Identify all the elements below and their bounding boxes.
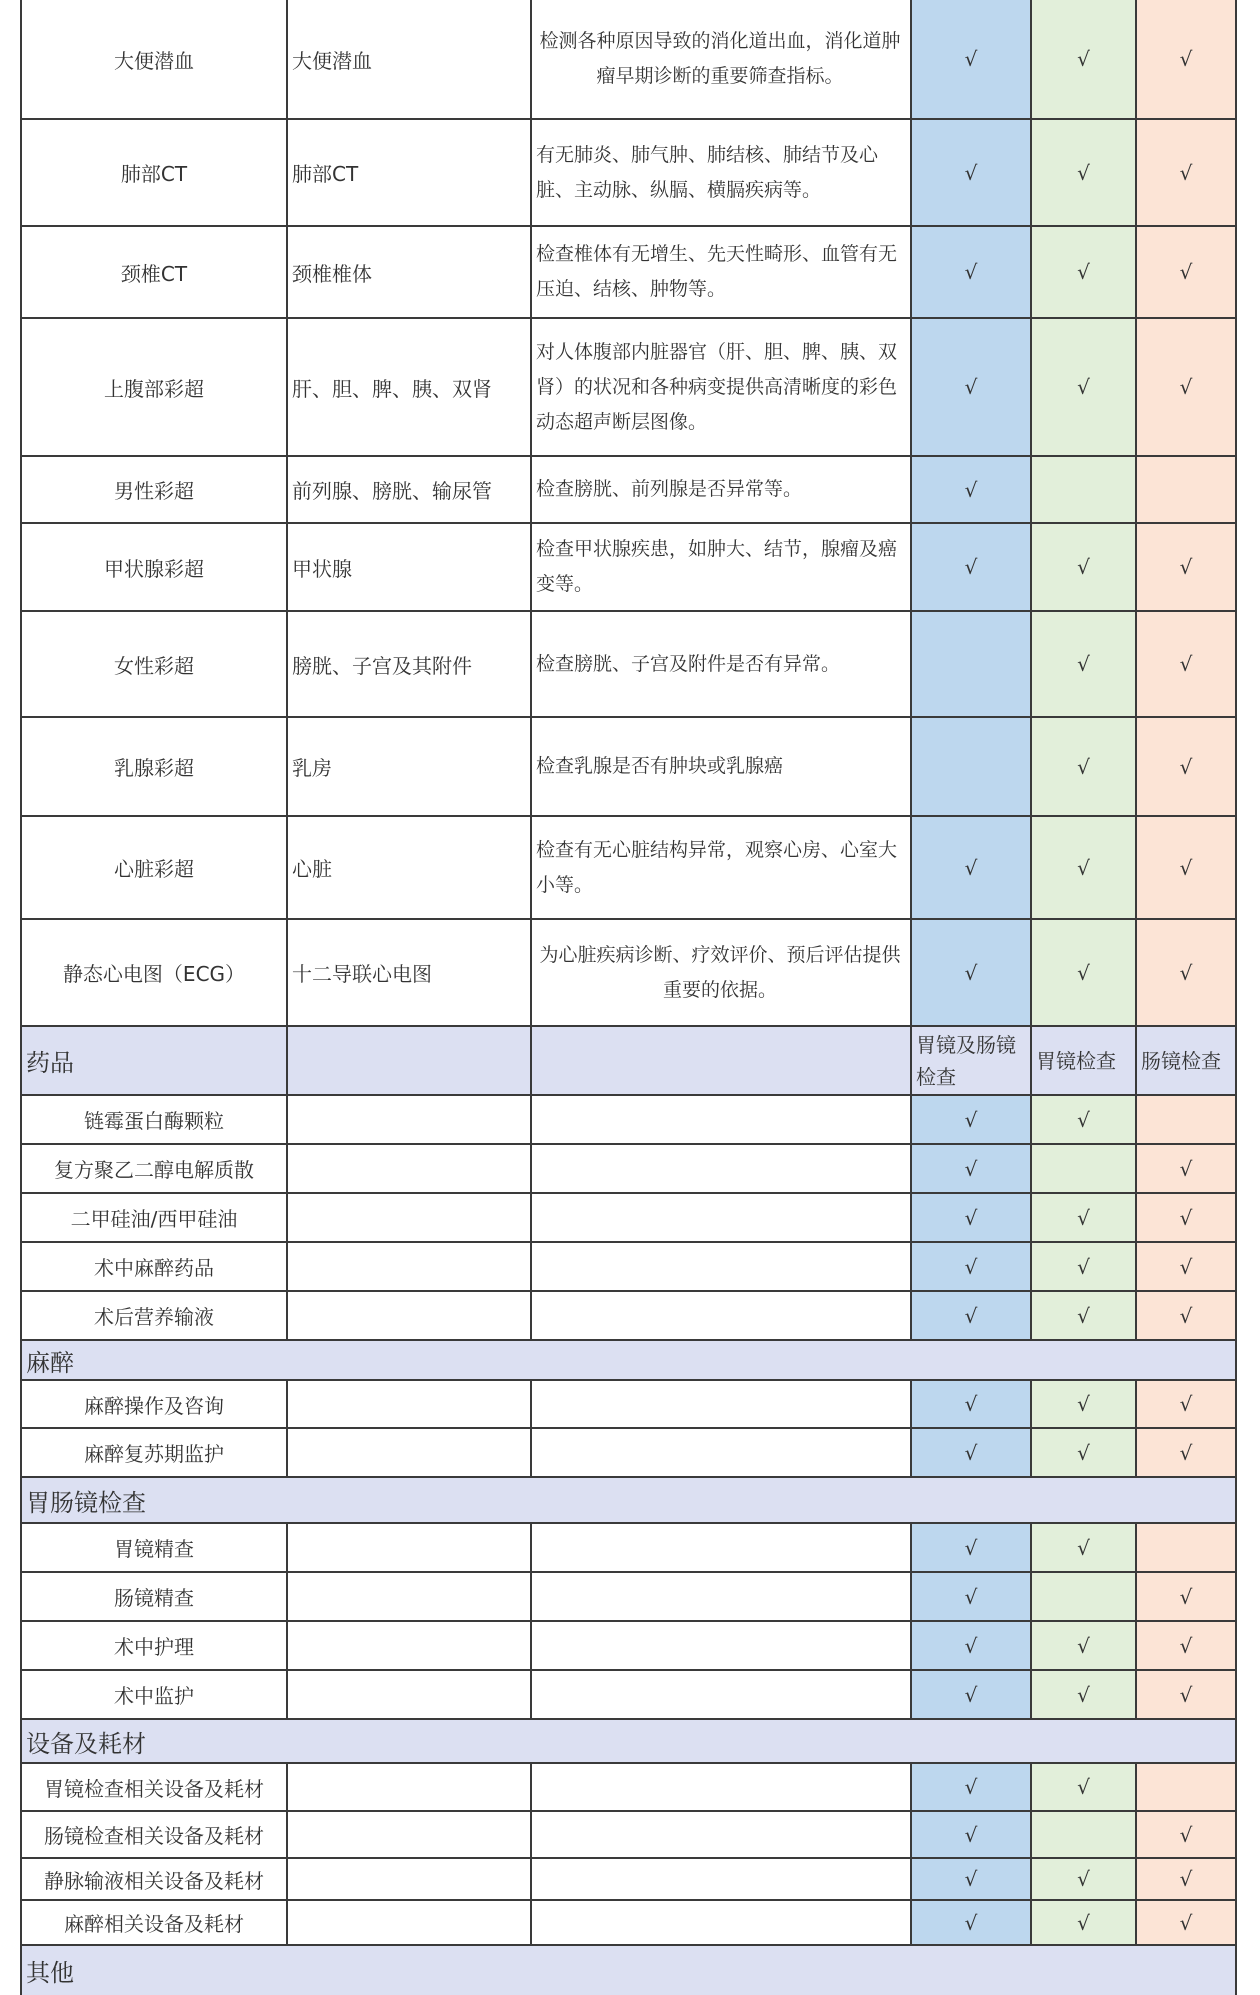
mark-colonoscopy: √ (1137, 1145, 1237, 1194)
mark-gastro-colono (912, 612, 1032, 718)
mark-colonoscopy (1137, 1764, 1237, 1812)
item-name: 麻醉复苏期监护 (20, 1429, 288, 1478)
item-description: 检查乳腺是否有肿块或乳腺癌 (532, 718, 912, 817)
exam-row (20, 612, 1237, 718)
mark-colonoscopy: √ (1137, 1194, 1237, 1243)
empty-cell (532, 1901, 912, 1946)
mark-gastro-colono: √ (912, 1145, 1032, 1194)
exam-row (20, 718, 1237, 817)
drug-row (20, 1096, 1237, 1145)
mark-colonoscopy: √ (1137, 1292, 1237, 1341)
mark-gastro-colono: √ (912, 1524, 1032, 1573)
drug-row (20, 1194, 1237, 1243)
empty-cell (532, 1194, 912, 1243)
drug-row (20, 1243, 1237, 1292)
item-target: 前列腺、膀胱、输尿管 (288, 457, 532, 524)
item-name: 胃镜精查 (20, 1524, 288, 1573)
item-description: 检查膀胱、子宫及附件是否有异常。 (532, 612, 912, 718)
item-target: 肝、胆、脾、胰、双肾 (288, 319, 532, 457)
empty-cell (532, 1524, 912, 1573)
mark-colonoscopy: √ (1137, 1429, 1237, 1478)
empty-cell (532, 1859, 912, 1901)
empty-header-cell (288, 1027, 532, 1096)
empty-cell (532, 1671, 912, 1720)
mark-gastro-colono: √ (912, 524, 1032, 612)
mark-gastroscopy: √ (1032, 1901, 1137, 1946)
item-name: 麻醉操作及咨询 (20, 1381, 288, 1429)
equipment-row (20, 1859, 1237, 1901)
item-name: 链霉蛋白酶颗粒 (20, 1096, 288, 1145)
mark-gastroscopy (1032, 457, 1137, 524)
empty-cell (288, 1764, 532, 1812)
mark-colonoscopy (1137, 1096, 1237, 1145)
empty-cell (288, 1145, 532, 1194)
item-name: 肠镜精查 (20, 1573, 288, 1622)
mark-gastro-colono (912, 718, 1032, 817)
column-header-gastro-colono: 胃镜及肠镜检查 (912, 1027, 1032, 1096)
empty-cell (532, 1292, 912, 1341)
empty-cell (532, 1764, 912, 1812)
empty-cell (288, 1812, 532, 1859)
endoscopy-row (20, 1524, 1237, 1573)
item-description: 检测各种原因导致的消化道出血，消化道肿瘤早期诊断的重要筛查指标。 (532, 0, 912, 120)
item-name: 静脉输液相关设备及耗材 (20, 1859, 288, 1901)
empty-cell (532, 1622, 912, 1671)
mark-gastro-colono: √ (912, 1859, 1032, 1901)
mark-colonoscopy: √ (1137, 1573, 1237, 1622)
exam-row (20, 120, 1237, 227)
mark-gastro-colono: √ (912, 457, 1032, 524)
item-name: 女性彩超 (20, 612, 288, 718)
mark-gastroscopy: √ (1032, 120, 1137, 227)
drug-row (20, 1145, 1237, 1194)
drug-section-header (20, 1027, 1237, 1096)
mark-gastroscopy: √ (1032, 1194, 1137, 1243)
mark-gastroscopy: √ (1032, 1671, 1137, 1720)
endoscopy-row (20, 1622, 1237, 1671)
exam-row (20, 0, 1237, 120)
mark-gastroscopy: √ (1032, 1292, 1137, 1341)
column-header-gastroscopy: 胃镜检查 (1032, 1027, 1137, 1096)
empty-cell (532, 1573, 912, 1622)
mark-colonoscopy: √ (1137, 0, 1237, 120)
mark-colonoscopy: √ (1137, 920, 1237, 1027)
empty-cell (532, 1145, 912, 1194)
empty-cell (288, 1671, 532, 1720)
mark-gastroscopy: √ (1032, 817, 1137, 920)
mark-colonoscopy: √ (1137, 817, 1237, 920)
item-description: 对人体腹部内脏器官（肝、胆、脾、胰、双肾）的状况和各种病变提供高清晰度的彩色动态超声断层图像。 (532, 319, 912, 457)
item-name: 大便潜血 (20, 0, 288, 120)
item-description: 检查膀胱、前列腺是否异常等。 (532, 457, 912, 524)
mark-gastroscopy (1032, 1573, 1137, 1622)
empty-cell (288, 1429, 532, 1478)
mark-gastro-colono: √ (912, 120, 1032, 227)
mark-gastro-colono: √ (912, 1764, 1032, 1812)
mark-gastro-colono: √ (912, 1812, 1032, 1859)
empty-cell (288, 1622, 532, 1671)
item-name: 术中麻醉药品 (20, 1243, 288, 1292)
item-name: 术后营养输液 (20, 1292, 288, 1341)
mark-gastro-colono: √ (912, 1292, 1032, 1341)
empty-cell (288, 1859, 532, 1901)
section-title-drugs: 药品 (20, 1027, 288, 1096)
exam-row (20, 524, 1237, 612)
equipment-row (20, 1901, 1237, 1946)
mark-gastro-colono: √ (912, 1096, 1032, 1145)
item-name: 甲状腺彩超 (20, 524, 288, 612)
item-name: 乳腺彩超 (20, 718, 288, 817)
mark-gastroscopy: √ (1032, 227, 1137, 319)
mark-gastro-colono: √ (912, 1429, 1032, 1478)
section-header-other: 其他 (20, 1946, 1237, 1995)
item-name: 胃镜检查相关设备及耗材 (20, 1764, 288, 1812)
mark-colonoscopy: √ (1137, 1381, 1237, 1429)
item-name: 心脏彩超 (20, 817, 288, 920)
anesthesia-row (20, 1381, 1237, 1429)
item-description: 检查甲状腺疾患，如肿大、结节，腺瘤及癌变等。 (532, 524, 912, 612)
mark-gastroscopy: √ (1032, 920, 1137, 1027)
exam-row (20, 920, 1237, 1027)
mark-gastro-colono: √ (912, 0, 1032, 120)
mark-gastro-colono: √ (912, 1671, 1032, 1720)
empty-cell (288, 1381, 532, 1429)
mark-gastroscopy: √ (1032, 524, 1137, 612)
empty-cell (532, 1812, 912, 1859)
mark-gastroscopy: √ (1032, 1764, 1137, 1812)
empty-cell (288, 1194, 532, 1243)
endoscopy-row (20, 1671, 1237, 1720)
mark-gastro-colono: √ (912, 1901, 1032, 1946)
item-description: 有无肺炎、肺气肿、肺结核、肺结节及心脏、主动脉、纵膈、横膈疾病等。 (532, 120, 912, 227)
mark-colonoscopy: √ (1137, 612, 1237, 718)
empty-cell (288, 1901, 532, 1946)
mark-gastroscopy: √ (1032, 612, 1137, 718)
mark-gastroscopy: √ (1032, 1381, 1137, 1429)
column-header-colonoscopy: 肠镜检查 (1137, 1027, 1237, 1096)
mark-gastroscopy: √ (1032, 319, 1137, 457)
empty-cell (532, 1243, 912, 1292)
mark-colonoscopy: √ (1137, 120, 1237, 227)
package-comparison-table (20, 0, 1237, 1995)
exam-row (20, 817, 1237, 920)
mark-gastroscopy: √ (1032, 1429, 1137, 1478)
item-name: 麻醉相关设备及耗材 (20, 1901, 288, 1946)
empty-cell (288, 1292, 532, 1341)
item-name: 上腹部彩超 (20, 319, 288, 457)
item-description: 检查椎体有无增生、先天性畸形、血管有无压迫、结核、肿物等。 (532, 227, 912, 319)
mark-gastroscopy: √ (1032, 1859, 1137, 1901)
mark-colonoscopy: √ (1137, 319, 1237, 457)
item-target: 甲状腺 (288, 524, 532, 612)
item-name: 术中监护 (20, 1671, 288, 1720)
empty-cell (288, 1096, 532, 1145)
section-header-anesthesia: 麻醉 (20, 1341, 1237, 1381)
section-header-endoscopy: 胃肠镜检查 (20, 1478, 1237, 1524)
endoscopy-row (20, 1573, 1237, 1622)
mark-colonoscopy: √ (1137, 1622, 1237, 1671)
mark-gastro-colono: √ (912, 920, 1032, 1027)
item-name: 复方聚乙二醇电解质散 (20, 1145, 288, 1194)
mark-gastro-colono: √ (912, 817, 1032, 920)
exam-row (20, 457, 1237, 524)
mark-gastro-colono: √ (912, 1622, 1032, 1671)
empty-cell (288, 1573, 532, 1622)
mark-gastro-colono: √ (912, 227, 1032, 319)
item-target: 心脏 (288, 817, 532, 920)
mark-colonoscopy: √ (1137, 1859, 1237, 1901)
mark-gastroscopy: √ (1032, 718, 1137, 817)
item-target: 颈椎椎体 (288, 227, 532, 319)
item-name: 术中护理 (20, 1622, 288, 1671)
section-header-equipment: 设备及耗材 (20, 1720, 1237, 1764)
item-name: 男性彩超 (20, 457, 288, 524)
empty-cell (532, 1381, 912, 1429)
mark-gastroscopy: √ (1032, 1622, 1137, 1671)
equipment-row (20, 1812, 1237, 1859)
item-target: 肺部CT (288, 120, 532, 227)
mark-colonoscopy: √ (1137, 718, 1237, 817)
mark-gastro-colono: √ (912, 319, 1032, 457)
mark-colonoscopy: √ (1137, 1901, 1237, 1946)
mark-gastro-colono: √ (912, 1381, 1032, 1429)
mark-colonoscopy: √ (1137, 524, 1237, 612)
mark-gastroscopy (1032, 1812, 1137, 1859)
mark-colonoscopy (1137, 457, 1237, 524)
item-name: 二甲硅油/西甲硅油 (20, 1194, 288, 1243)
empty-header-cell (532, 1027, 912, 1096)
empty-cell (532, 1096, 912, 1145)
drug-row (20, 1292, 1237, 1341)
mark-gastro-colono: √ (912, 1243, 1032, 1292)
item-description: 为心脏疾病诊断、疗效评价、预后评估提供重要的依据。 (532, 920, 912, 1027)
mark-gastroscopy: √ (1032, 1524, 1137, 1573)
exam-row (20, 319, 1237, 457)
item-description: 检查有无心脏结构异常，观察心房、心室大小等。 (532, 817, 912, 920)
exam-row (20, 227, 1237, 319)
item-target: 大便潜血 (288, 0, 532, 120)
item-name: 静态心电图（ECG） (20, 920, 288, 1027)
item-name: 肠镜检查相关设备及耗材 (20, 1812, 288, 1859)
mark-colonoscopy: √ (1137, 1243, 1237, 1292)
item-target: 乳房 (288, 718, 532, 817)
equipment-row (20, 1764, 1237, 1812)
empty-cell (288, 1524, 532, 1573)
mark-colonoscopy: √ (1137, 1671, 1237, 1720)
mark-gastroscopy: √ (1032, 0, 1137, 120)
anesthesia-row (20, 1429, 1237, 1478)
item-target: 十二导联心电图 (288, 920, 532, 1027)
mark-colonoscopy: √ (1137, 227, 1237, 319)
item-name: 颈椎CT (20, 227, 288, 319)
item-name: 肺部CT (20, 120, 288, 227)
empty-cell (288, 1243, 532, 1292)
mark-colonoscopy: √ (1137, 1812, 1237, 1859)
mark-gastroscopy: √ (1032, 1096, 1137, 1145)
mark-gastro-colono: √ (912, 1573, 1032, 1622)
mark-gastro-colono: √ (912, 1194, 1032, 1243)
mark-gastroscopy: √ (1032, 1243, 1137, 1292)
mark-gastroscopy (1032, 1145, 1137, 1194)
empty-cell (532, 1429, 912, 1478)
item-target: 膀胱、子宫及其附件 (288, 612, 532, 718)
mark-colonoscopy (1137, 1524, 1237, 1573)
